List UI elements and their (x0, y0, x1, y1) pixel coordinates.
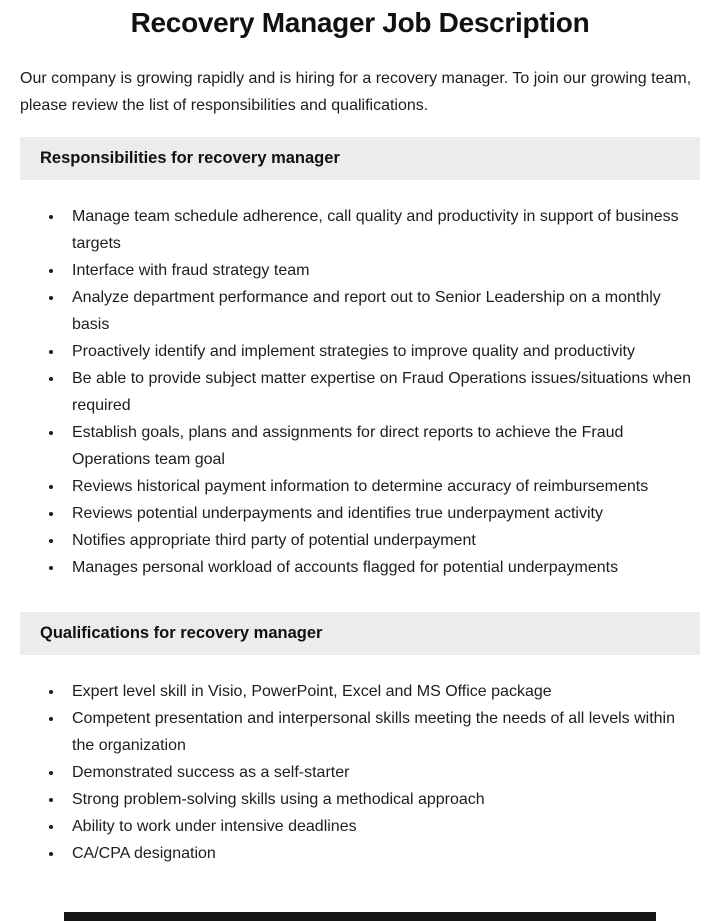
page-title: Recovery Manager Job Description (130, 7, 590, 38)
list-item: • Proactively identify and implement strategies to improve quality and productivity (64, 338, 700, 365)
list-item: • Expert level skill in Visio, PowerPoint, Excel and MS Office package (64, 678, 700, 705)
section-heading-label: Responsibilities for recovery manager (40, 149, 340, 167)
list-item: • Analyze department performance and report out to Senior Leadership on a monthly basis (64, 284, 700, 338)
section-header-qualifications (20, 612, 700, 655)
section-header-responsibilities (20, 137, 700, 180)
list-item: • Ability to work under intensive deadlines (64, 813, 700, 840)
intro-paragraph: Our company is growing rapidly and is hiring for a recovery manager. To join our growing team, please review the list of responsibilities and qualifications. (20, 70, 692, 114)
list-item: • Manages personal workload of accounts flagged for potential underpayments (64, 554, 700, 581)
list-item: • Reviews potential underpayments and identifies true underpayment activity (64, 500, 700, 527)
list-item: • CA/CPA designation (64, 840, 700, 867)
list-item: • Be able to provide subject matter expertise on Fraud Operations issues/situations when required (64, 365, 700, 419)
list-item: • Strong problem-solving skills using a methodical approach (64, 786, 700, 813)
list-item: • Manage team schedule adherence, call quality and productivity in support of business targets (64, 203, 700, 257)
section-heading-label: Qualifications for recovery manager (40, 624, 323, 642)
list-item: • Interface with fraud strategy team (64, 257, 700, 284)
list-item: • Reviews historical payment information to determine accuracy of reimbursements (64, 473, 700, 500)
list-item: • Demonstrated success as a self-starter (64, 759, 700, 786)
footer-bar (64, 912, 656, 921)
qualifications-list (20, 678, 700, 867)
list-item: • Notifies appropriate third party of potential underpayment (64, 527, 700, 554)
list-item: • Competent presentation and interpersonal skills meeting the needs of all levels within the organization (64, 705, 700, 759)
list-item: • Establish goals, plans and assignments for direct reports to achieve the Fraud Operations team goal (64, 419, 700, 473)
responsibilities-list (20, 203, 700, 581)
